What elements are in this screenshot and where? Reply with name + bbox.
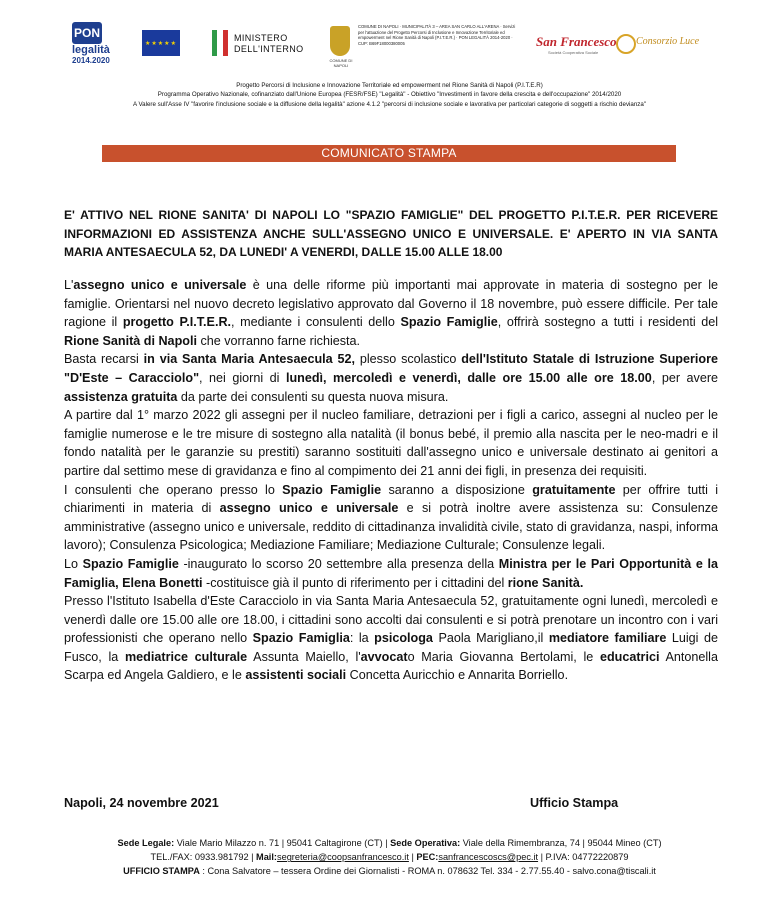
program-description	[0, 81, 779, 109]
pon-line2: 2014.2020	[72, 56, 110, 65]
text-run: Assunta Maiello, l'	[247, 649, 361, 664]
footer-address	[0, 836, 779, 850]
eu-stars: ★★★★★	[145, 40, 177, 47]
footer-contacts	[0, 850, 779, 864]
italian-flag-icon	[212, 30, 228, 56]
text-run: -inaugurato lo scorso 20 settembre alla presenza della	[178, 556, 499, 571]
text-run: Sede Operativa:	[390, 838, 461, 848]
footer	[0, 836, 779, 879]
text-run: I consulenti che operano presso lo	[64, 482, 283, 497]
text-run: assegno unico e universale	[219, 501, 399, 516]
press-release-banner	[102, 145, 676, 162]
text-run: Spazio Famiglia	[252, 631, 350, 646]
text-run: assegno unico e universale	[73, 278, 247, 292]
signature	[64, 796, 718, 810]
program-line: A Valere sull'Asse IV "favorire l'inclusione sociale e la diffusione della legalità" azione 4.1.2 "percorsi di inclusione sociale e lavorativa per particolari categorie di soggetti a rischio devianza"	[132, 100, 647, 108]
text-run: gratuitamente	[532, 482, 616, 497]
paragraph	[64, 406, 718, 480]
text-run: , per avere	[651, 370, 719, 385]
text-run: dell'Istituto Statale di Istruzione Superiore "D'Este – Caracciolo"	[64, 352, 718, 385]
text-run: mediatrice culturale	[124, 649, 248, 664]
text-run: : Cona Salvatore – tessera Ordine dei Giornalisti - ROMA n. 078632 Tel. 334 - 2.77.55.40 - salvo.cona@tiscali.it	[199, 866, 656, 877]
text-run: è una delle riforme più importanti mai approvate in materia di sostegno per le famiglie. Orientarsi nel nuovo decreto legislativo approvato dal Governo il 18 novembre, può essere difficile. Per tale ragione il	[64, 278, 718, 330]
napoli-project-text: COMUNE DI NAPOLI · MUNICIPALITÀ 3 – AREA SAN CARLO ALL'ARENA · Servizi per l'attuazione del Progetto Percorsi di Inclusione e Innovazione Territoriale ed empowerment nel Rione Sanità di Napoli (P.I.T.E.R.) · PON LEGALITÀ 2014-2020 · CUP: B69F18000380005	[358, 24, 516, 46]
pon-legalita-logo	[72, 22, 132, 65]
text-run: lunedì, mercoledì e venerdì, dalle ore 15.00 alle ore 18.00	[285, 370, 652, 385]
consorzio-luce-name: Consorzio Luce	[636, 36, 700, 47]
article-body	[64, 276, 718, 685]
san-francesco-logo: San Francesco	[536, 34, 617, 49]
text-run: Paola Marigliano,il	[432, 631, 549, 646]
text-run: Ministra per le Pari Opportunità e la Famiglia, Elena Bonetti	[64, 556, 718, 590]
text-run: mediatore familiare	[548, 631, 667, 646]
text-run: assistenti sociali	[245, 668, 347, 683]
text-run: Viale della Rimembranza, 74 | 95044 Mineo (CT)	[460, 838, 662, 848]
text-run: avvocat	[360, 649, 408, 664]
footer-press-office	[0, 864, 779, 878]
text-run: |	[408, 852, 417, 863]
text-run: psicologa	[374, 631, 433, 646]
text-run: Spazio Famiglie	[282, 482, 382, 497]
eu-flag-logo	[142, 30, 180, 56]
paragraph	[64, 350, 718, 406]
text-run: : la	[349, 631, 375, 646]
banner-title: COMUNICATO STAMPA	[321, 146, 457, 160]
text-run: da parte dei consulenti su questa nuova misura.	[177, 389, 449, 404]
text-run: Viale Mario Milazzo n. 71 | 95041 Caltagirone (CT) |	[174, 838, 391, 848]
text-run: Concetta Auricchio e Annarita Borriello.	[346, 668, 569, 683]
text-run: Presso l'Istituto Isabella d'Este Caracciolo in via Santa Maria Antesaecula 52, gratuitamente ogni lunedì, mercoledì e venerdì dalle ore 15.00 alle ore 18.00, i cittadini sono accolti dai consulenti e si potrà prenotare un incontro con i vari professionisti che operano nello	[64, 594, 718, 646]
text-run: rione Sanità.	[507, 575, 584, 590]
pon-line1: legalità	[72, 44, 110, 56]
place-date: Napoli, 24 novembre 2021	[64, 796, 219, 810]
text-run: che vorranno farne richiesta.	[196, 333, 361, 348]
text-run: Spazio Famiglie	[400, 315, 498, 330]
text-run: Sede Legale:	[117, 838, 175, 848]
email-link[interactable]: sanfrancescoscs@pec.it	[438, 852, 539, 863]
ministero-line2: DELL'INTERNO	[234, 44, 304, 54]
text-run: , mediante i consulenti dello	[231, 315, 401, 330]
text-run: , nei giorni di	[199, 370, 286, 385]
text-run: Antonella Scarpa ed Angela Galdiero, e le	[64, 649, 718, 683]
press-office: Ufficio Stampa	[530, 796, 619, 810]
sun-icon	[616, 34, 636, 54]
text-run: Basta recarsi	[64, 352, 144, 367]
text-run: o Maria Giovanna Bertolami, le	[407, 649, 600, 664]
logo-bar	[60, 22, 719, 72]
napoli-crest-icon	[330, 26, 350, 56]
text-run: progetto P.I.T.E.R.	[122, 315, 232, 330]
ministero-line1: MINISTERO	[234, 33, 288, 43]
text-run: PEC:	[416, 852, 439, 863]
text-run: e si potrà inoltre avere assistenza su: Consulenze amministrative (assegno unico e universale, reddito di cittadinanza invalidità civile, stato di gravidanza, naspi, informa lavoro); Consulenza Psicologica; Mediazione Familiare; Mediazione Culturale; Consulenze legali.	[64, 501, 719, 553]
text-run: Rione Sanità di Napoli	[64, 333, 197, 348]
text-run: Lo	[64, 556, 83, 571]
program-line: Programma Operativo Nazionale, cofinanziato dall'Unione Europea (FESR/FSE) "Legalità" - Obiettivo "Investimenti in favore della crescita e dell'occupazione" 2014/2020	[157, 91, 622, 99]
email-link[interactable]: segreteria@coopsanfrancesco.it	[276, 852, 409, 863]
text-run: Spazio Famiglie	[82, 556, 179, 571]
san-francesco-subtitle: Società Cooperativa Sociale	[548, 50, 599, 55]
text-run: saranno a disposizione	[381, 482, 533, 497]
napoli-crest-label: COMUNE DI NAPOLI	[329, 58, 353, 68]
paragraph	[64, 481, 718, 555]
text-run: -costituisce già il punto di riferimento per i cittadini del	[202, 575, 508, 590]
program-line: Progetto Percorsi di Inclusione e Innovazione Territoriale ed empowerment nel Rione Sanità di Napoli (P.I.T.E.R)	[236, 82, 543, 89]
text-run: educatrici	[599, 649, 660, 664]
text-run: per offrire tutti i chiarimenti in materia di	[64, 482, 718, 516]
text-run: UFFICIO STAMPA	[123, 866, 200, 877]
text-run: Mail:	[256, 852, 277, 863]
text-run: TEL./FAX: 0933.981792 |	[150, 852, 257, 863]
pon-mark: PON	[72, 22, 102, 44]
paragraph	[64, 555, 718, 592]
text-run: in via Santa Maria Antesaecula 52,	[143, 352, 355, 367]
headline: E' ATTIVO NEL RIONE SANITA' DI NAPOLI LO "SPAZIO FAMIGLIE" DEL PROGETTO P.I.T.E.R. PER RICEVERE INFORMAZIONI ED ASSISTENZA ANCHE SULL'ASSEGNO UNICO E UNIVERSALE. E' APERTO IN VIA SANTA MARIA ANTESAECULA 52, DA LUNEDI' A VENERDI, DALLE 15.00 ALLE 18.00	[64, 208, 718, 260]
text-run: L'	[64, 278, 74, 292]
text-run: | P.IVA: 04772220879	[538, 852, 629, 863]
text-run: plesso scolastico	[355, 352, 462, 367]
text-run: Luigi de Fusco, la	[64, 631, 718, 664]
paragraph	[64, 592, 718, 685]
text-run: assistenza gratuita	[64, 389, 178, 404]
text-run: A partire dal 1° marzo 2022 gli assegni per il nucleo familiare, detrazioni per i figli a carico, assegni al nucleo per le famiglie numerose e le tre misure di sostegno alla natalità (il bonus bebé, il premio alla nascita per le neo-madri e il fondo natalità per le garanzie su prestiti) saranno sostituiti dall'assegno unico e universale destinato ai genitori a partire dal settimo mese di gravidanza e fino al compimento dei 21 anni dei figli, in presenza dei requisiti.	[64, 408, 718, 478]
paragraph	[64, 276, 718, 350]
text-run: , offrirà sostegno a tutti i residenti del	[497, 315, 719, 330]
